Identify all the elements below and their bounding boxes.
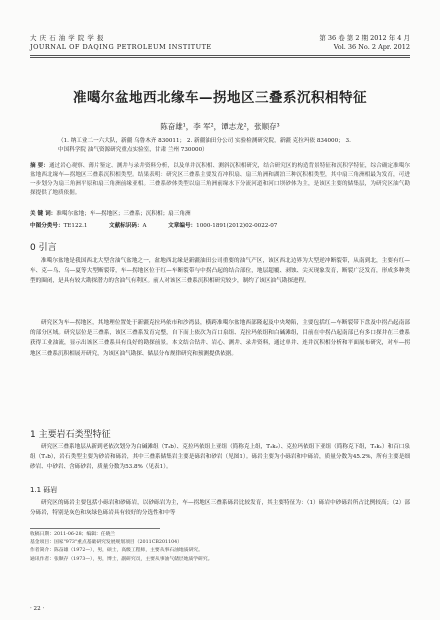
footnote-corresponding: 通讯作者：张顺存（1973—），男，博士，副研究员，主要从事油气储层地质学研究。 [30,556,213,562]
paper-authors: 陈奋雄¹，李 军²，谭志龙²，张顺存³ [160,122,280,131]
footnote-rule [30,528,160,529]
journal-name-cn: 大 庆 石 油 学 院 学 报 [30,34,104,42]
body-paragraph: 研究区的砾岩主要包括小砾岩和砂砾岩，以砂砾岩为主，车—拐地区三叠系砾岩比较发育，其主要特征为：（1）砾岩中砂砾岩所占比例较高；（2）部分砾岩，特别是灰色和灰绿色砾岩具有较好的分选性和中等 [30,500,410,517]
section-heading: 0 引言 [30,243,57,253]
header-rule-top [30,55,410,56]
footnote-received: 收稿日期：2011-06-28；编辑：任晓兰 [30,532,116,537]
clc-value: TE122.1 [63,223,88,229]
subsection-heading: 1.1 砾岩 [30,486,58,494]
keywords [30,210,410,218]
volume-info-en: Vol. 36 No. 2 Apr. 2012 [333,43,410,51]
footnotes [30,531,410,564]
body-paragraph: 研究区三叠系地层从新到老依次划分为白碱滩组（T₃b）、克拉玛依组上亚组（简称克上组，T₂k₂）、克拉玛依组下亚组（简称克下组，T₂k₁）和百口泉组（T₁b），岩石类型主要为砂岩和砾岩，其中三叠系储集岩主要是砾岩和砂岩（见图1）。砾岩主要为小砾岩和中砾岩，质量分数为45.2%，所有主要是细砂岩、中砂岩、含砾砂岩，质量分数为53.8%（见表1）。 [30,444,410,471]
body-paragraph: 准噶尔盆地是我国西北大型含油气盆地之一，盆地西北缘是新疆油田公司重要的油气产区，该区西北边界为大型逆冲断裂带，从南到北，主要有红—车、克—乌、乌—夏等大型断裂带，车—拐地区位于红—车断裂带与中拐凸起的结合部位，地层超覆、剥蚀、尖灭现象发育，断裂广泛发育，形成多种类型的圈闭，是具有较大勘探潜力的含油气有利区。前人对该区三叠系沉积相研究较少，制约了该区油气勘探进程。 [30,258,410,285]
article-id-value: 1000-1891(2012)02-0022-07 [196,223,278,229]
keywords-text: 准噶尔盆地；车—拐地区；三叠系；沉积相；扇三角洲 [56,211,191,217]
journal-header-right [319,34,410,52]
clc-label: 中图分类号： [30,223,64,229]
doc-code-value: A [142,223,147,229]
section-heading: 1 主要岩石类型特征 [30,430,111,440]
header-rule-bottom [30,57,410,58]
affiliation-line: （1. 纳工业二一六大队，新疆 乌鲁木齐 830011； 2. 新疆油田分公司 实验检测研究院，新疆 克拉玛依 834000； 3. [58,138,351,144]
abstract-label: 摘 要： [30,163,49,169]
keywords-label: 关 键 词： [30,211,57,217]
affiliations [58,137,351,155]
affiliation-line: 中国科学院 油气资源研究重点实验室，甘肃 兰州 730000） [58,147,208,153]
article-id-label: 文章编号： [168,223,197,229]
abstract-text: 通过岩心观察、薄片鉴定、测井与录井资料分析，以及单井沉积相、测斜沉积相研究，结合研究区的构造背景特征和沉积学特征，综合确定准噶尔盆地西北缘车—拐地区三叠系沉积相类型。结果表明：研究区三叠系主要发育冲积扇、扇三角洲和湖泊三种沉积相类型，其中扇三角洲相最为发育，可进一步划分为扇三角洲平原和扇三角洲前缘亚相。三叠系砂体类型以扇三角洲前缘水下分流河道和河口坝砂体为主，是该区主要的储集层，为研究区油气勘探提供了地质依据。 [30,163,410,196]
journal-header-left [30,34,212,52]
paper-title: 准噶尔盆地西北缘车—拐地区三叠系沉积相特征 [73,90,367,106]
doc-code-label: 文献标识码： [108,223,143,229]
footnote-funding: 基金项目：国家"973"重点基础研究发展规划项目（2011CB201104） [30,540,183,546]
journal-name-en: JOURNAL OF DAQING PETROLEUM INSTITUTE [30,43,212,51]
abstract [30,162,410,198]
volume-info-cn: 第 36 卷 第 2 期 2012 年 4 月 [319,34,410,42]
body-paragraph: 研究区为车—拐地区，其地理位置处于新疆克拉玛依市和沙湾县，横跨准噶尔盆地西部隆起及中央坳陷，主要包括红—车断裂带下盘及中拐凸起南部的部分区域。研究层位是三叠系，该区三叠系发育完整，自下而上依次为百口泉组、克拉玛依组和白碱滩组，目前在中拐凸起南部已有多口探井在三叠系获得工业油流，显示出该区三叠系具有良好的勘探前景。本文结合钻井、岩心、测井、录井资料，通过单井、连井沉积相分析和平面展布研究，对车—拐地区三叠系沉积相展开研究，为该区油气勘探、储层分布规律研究和预测提供依据。 [30,320,410,357]
footnote-author-bio: 作者简介：陈奋雄（1972—），男，硕士，高级工程师，主要从事石油地质研究。 [30,548,203,554]
article-metadata [30,222,410,230]
page-number: · 22 · [30,606,45,612]
